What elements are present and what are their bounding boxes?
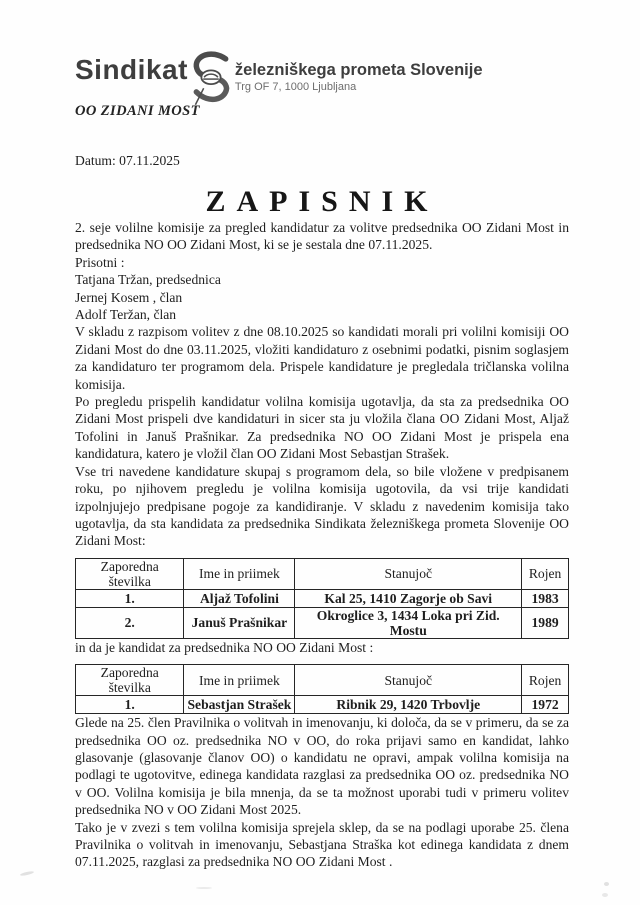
column-header-address: Stanujoč [295,558,522,589]
date-line: Datum: 07.11.2025 [75,153,180,168]
org-unit-label: OO ZIDANI MOST [75,103,200,119]
column-header-born: Rojen [522,558,569,589]
cell-number: 1. [76,589,184,607]
org-name-right: železniškega prometa Slovenije [234,61,483,79]
table-header-row [76,558,569,589]
attendees-label: Prisotni : [75,254,125,270]
cell-number: 1. [76,696,184,714]
cell-name: Januš Prašnikar [184,607,295,638]
table-row [76,589,569,607]
column-header-number: Zaporedna številka [76,558,184,589]
org-address: Trg OF 7, 1000 Ljubljana [234,80,357,93]
cell-number: 2. [76,607,184,638]
paragraph-pregled: Po pregledu prispelih kandidatur volilna komisija ugotavlja, da sta za predsednika OO Zidani Most prispeli dve kandidaturi in sicer sta ju vložila člana OO Zidani Most, Aljaž Tofolini in Januš Prašnikar. Za predsednika NO OO Zidani Most je prispela ena kandidatura, katero je vložil član OO Zidani Most Sebastjan Strašek. [75,394,569,462]
document-title: ZAPISNIK [205,185,439,218]
cell-name: Aljaž Tofolini [184,589,295,607]
cell-address: Okroglice 3, 1434 Loka pri Zid. Mostu [295,607,522,638]
paragraph-intro: 2. seje volilne komisije za pregled kandidatur za volitve predsednika OO Zidani Most in predsednika NO OO Zidani Most, ki se je sestala dne 07.11.2025. [75,220,569,253]
attendee-line: Jernej Kosem , član [75,289,183,305]
paragraph-between-tables: in da je kandidat za predsednika NO OO Zidani Most : [75,639,374,655]
table-row [76,696,569,714]
cell-born: 1983 [522,589,569,607]
org-name-left: Sindikat [75,54,188,85]
column-header-name: Ime in priimek [184,665,295,696]
scan-artifact [604,882,609,886]
column-header-name: Ime in priimek [184,558,295,589]
paragraph-ugotovitev: Vse tri navedene kandidature skupaj s programom dela, so bile vložene v predpisanem roku, po njihovem pregledu je volilna komisija ugotovila, da vsi trije kandidati izpolnjujejo predpisane pogoje za kandidiranje. V skladu z navedenim komisija tako ugotavlja, da sta kandidata za predsednika Sindikata železniškega prometa Slovenije OO Zidani Most: [75,463,569,549]
cell-name: Sebastjan Strašek [184,696,295,714]
scan-artifact [602,893,608,897]
column-header-address: Stanujoč [295,665,522,696]
table-header-row [76,665,569,696]
scan-artifact [196,887,212,889]
org-name-address-block [235,61,483,93]
cell-born: 1972 [522,696,569,714]
cell-born: 1989 [522,607,569,638]
cell-address: Ribnik 29, 1420 Trbovlje [295,696,522,714]
cell-address: Kal 25, 1410 Zagorje ob Savi [295,589,522,607]
paragraph-sklep: Tako je v zvezi s tem volilna komisija sprejela sklep, da se na podlagi uporabe 25. člena Pravilnika o volitvah in imenovanju, Sebastjana Straška kot edinega kandidata z dnem 07.11.2025, razglasi za predsednika NO OO Zidani Most . [75,819,569,870]
paragraph-pravilnik: Glede na 25. člen Pravilnika o volitvah in imenovanju, ki določa, da se v primeru, da se za predsednika OO oz. predsednika NO v OO, do roka prijavi samo en kandidat, lahko glasovanje (glasovanje članov OO) o kandidatu ne opravi, ampak volilna komisija na podlagi te ugotovitve, edinega kandidata razglasi za predsednika OO oz. predsednika NO v OO. Volilna komisija je bila mnenja, da se ta možnost uporabi tudi v primeru volitev predsednika NO v OO Zidani Most 2025. [75,715,569,818]
paragraph-razpis: V skladu z razpisom volitev z dne 08.10.2025 so kandidati morali pri volilni komisiji OO Zidani Most do dne 03.11.2025, vložiti kandidaturo z osebnimi podatki, pisnim soglasjem za kandidaturo ter programom dela. Prispele kandidature je pregledala tričlanska volilna komisija. [75,324,569,392]
candidates-table-oo [75,558,569,639]
column-header-number: Zaporedna številka [76,665,184,696]
candidates-table-no [75,664,569,714]
attendee-line: Tatjana Tržan, predsednica [75,272,221,288]
scan-artifact [20,871,34,877]
table-row [76,607,569,638]
column-header-born: Rojen [522,665,569,696]
attendee-line: Adolf Teržan, član [75,307,177,323]
